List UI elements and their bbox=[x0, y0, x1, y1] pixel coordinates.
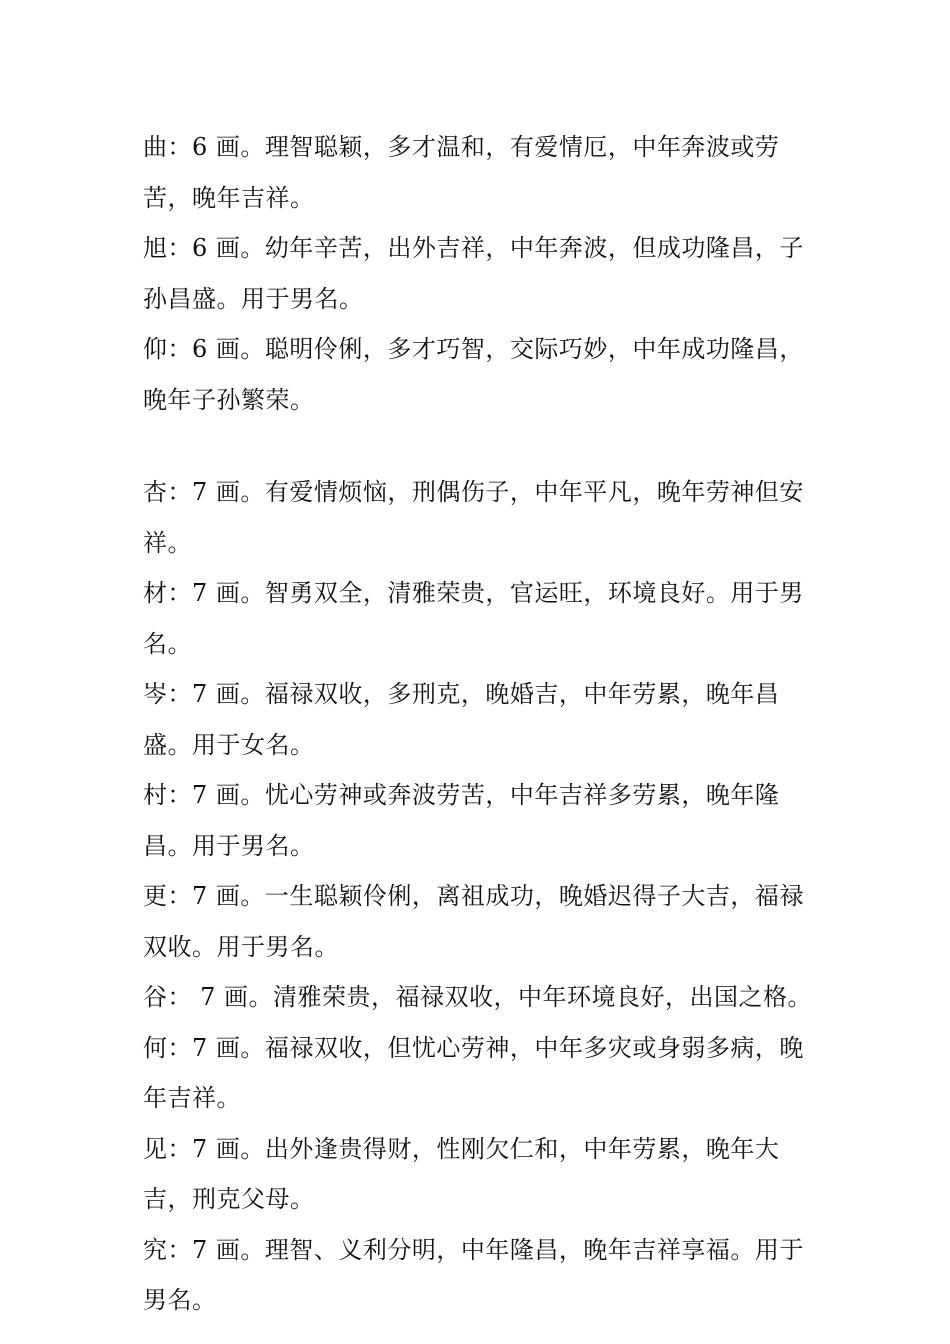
entry-body: 智勇双全，清雅荣贵，官运旺，环境良好。用于男名。 bbox=[143, 579, 804, 658]
entry-head: 材：7 画。 bbox=[143, 579, 265, 607]
entry-qu bbox=[143, 122, 815, 223]
entry-head: 旭：6 画。 bbox=[143, 234, 265, 262]
entry-head: 何：7 画。 bbox=[143, 1033, 265, 1062]
entry-cen bbox=[143, 669, 815, 770]
entry-yang bbox=[143, 324, 815, 425]
entry-head: 见：7 画。 bbox=[143, 1134, 265, 1163]
entry-gu bbox=[143, 972, 815, 1023]
entry-head: 岑：7 画。 bbox=[143, 680, 265, 708]
entry-body: 一生聪颖伶俐，离祖成功，晚婚迟得子大吉，福禄双收。用于男名。 bbox=[143, 882, 804, 961]
entry-jiu bbox=[143, 1225, 815, 1326]
entry-cun bbox=[143, 770, 815, 871]
entry-body: 出外逢贵得财，性刚欠仁和，中年劳累，晚年大吉，刑克父母。 bbox=[143, 1134, 780, 1213]
entry-head: 仰：6 画。 bbox=[143, 335, 265, 363]
entry-body: 理智、义利分明，中年隆昌，晚年吉祥享福。用于男名。 bbox=[143, 1235, 804, 1314]
entry-head: 谷： 7 画。 bbox=[143, 983, 274, 1011]
entry-body: 幼年辛苦，出外吉祥，中年奔波，但成功隆昌，子孙昌盛。用于男名。 bbox=[143, 234, 804, 313]
entry-body: 有爱情烦恼，刑偶伤子，中年平凡，晚年劳神但安祥。 bbox=[143, 478, 804, 557]
entry-body: 清雅荣贵，福禄双收，中年环境良好，出国之格。 bbox=[273, 983, 813, 1011]
entry-cai bbox=[143, 568, 815, 669]
entry-xu bbox=[143, 223, 815, 324]
entry-group-7-strokes bbox=[143, 467, 815, 1326]
entry-body: 福禄双收，但忧心劳神，中年多灾或身弱多病，晚年吉祥。 bbox=[143, 1033, 804, 1112]
entry-body: 聪明伶俐，多才巧智，交际巧妙，中年成功隆昌，晚年子孙繁荣。 bbox=[143, 335, 804, 414]
entry-xing bbox=[143, 467, 815, 568]
entry-head: 村：7 画。 bbox=[143, 781, 265, 809]
entry-body: 福禄双收，多刑克，晚婚吉，中年劳累，晚年昌盛。用于女名。 bbox=[143, 680, 780, 759]
entry-head: 更：7 画。 bbox=[143, 882, 265, 910]
entry-head: 杏：7 画。 bbox=[143, 478, 265, 506]
entry-body: 忧心劳神或奔波劳苦，中年吉祥多劳累，晚年隆昌。用于男名。 bbox=[143, 781, 780, 860]
entry-geng bbox=[143, 871, 815, 972]
entry-group-6-strokes bbox=[143, 122, 815, 425]
entry-head: 曲：6 画。 bbox=[143, 133, 265, 161]
entry-head: 究：7 画。 bbox=[143, 1235, 265, 1264]
entry-body: 理智聪颖，多才温和，有爱情厄，中年奔波或劳苦，晚年吉祥。 bbox=[143, 133, 780, 212]
entry-jian bbox=[143, 1124, 815, 1225]
entry-he bbox=[143, 1023, 815, 1124]
